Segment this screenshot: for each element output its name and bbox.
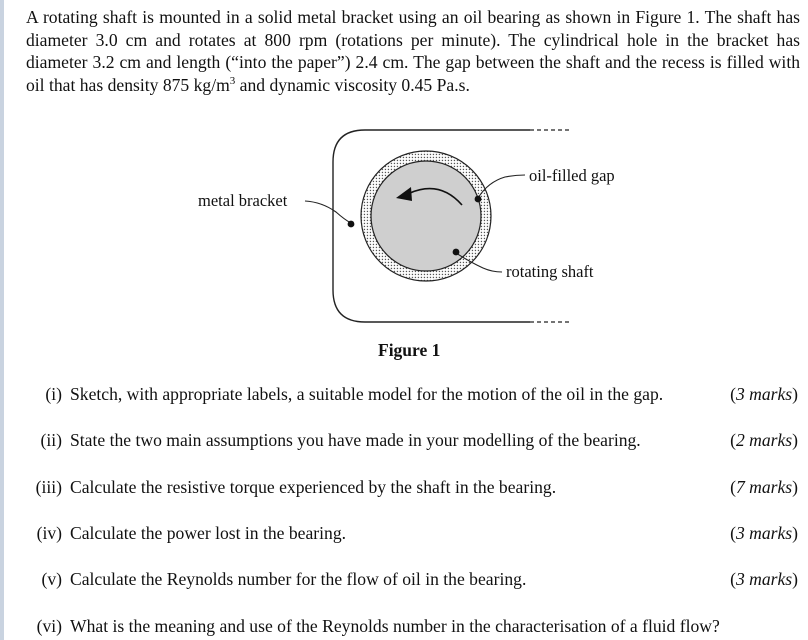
question-number: (vi) [36,616,62,636]
bracket-leader-line [305,201,351,223]
figure-caption: Figure 1 [378,340,441,360]
rotating-shaft [371,161,481,271]
bracket-leader-dot [348,221,355,228]
problem-text-end: and dynamic viscosity 0.45 Pa.s. [235,74,470,95]
label-rotating-shaft: rotating shaft [506,262,594,281]
superscript-three: 3 [229,74,236,87]
problem-text: A rotating shaft is mounted in a solid metal bracket using an oil bearing as shown in Figure 1. The shaft has diameter 3.0 cm and rotates at 800 rpm (rotations per minute). The cylindrical hole in the bracket has diameter 3.2 cm and length (“into the paper”) 2.4 cm. The gap between the shaft and the recess is filled with oil that has density 875 kg/m [26,7,800,95]
question-iv [22,521,798,545]
question-i [22,382,798,406]
label-metal-bracket: metal bracket [198,191,288,210]
question-text: Calculate the Reynolds number for the flow of oil in the bearing. [70,569,527,589]
gap-leader-dot [475,196,482,203]
problem-statement [26,6,800,96]
question-marks: (3 marks) [730,523,798,543]
question-text: Calculate the power lost in the bearing. [70,523,347,543]
question-marks: (3 marks) [730,569,798,589]
label-oil-filled-gap: oil-filled gap [529,166,615,185]
question-number: (ii) [40,430,62,450]
question-marks: (3 marks) [730,384,798,404]
question-iii [22,475,798,499]
question-marks: (2 marks) [730,430,798,450]
question-text: What is the meaning and use of the Reynolds number in the characterisation of a fluid flow? [70,616,720,636]
shaft-leader-dot [453,249,460,256]
question-number: (i) [45,384,62,404]
question-v [22,567,798,591]
figure-1-diagram [0,115,808,345]
question-text: Calculate the resistive torque experienced by the shaft in the bearing. [70,477,557,497]
question-ii [22,428,798,452]
question-number: (v) [41,569,62,589]
question-number: (iii) [35,477,62,497]
question-number: (iv) [36,523,62,543]
question-text: Sketch, with appropriate labels, a suitable model for the motion of the oil in the gap. [70,384,664,404]
question-text: State the two main assumptions you have made in your modelling of the bearing. [70,430,641,450]
question-marks: (7 marks) [730,477,798,497]
question-vi [22,614,798,638]
